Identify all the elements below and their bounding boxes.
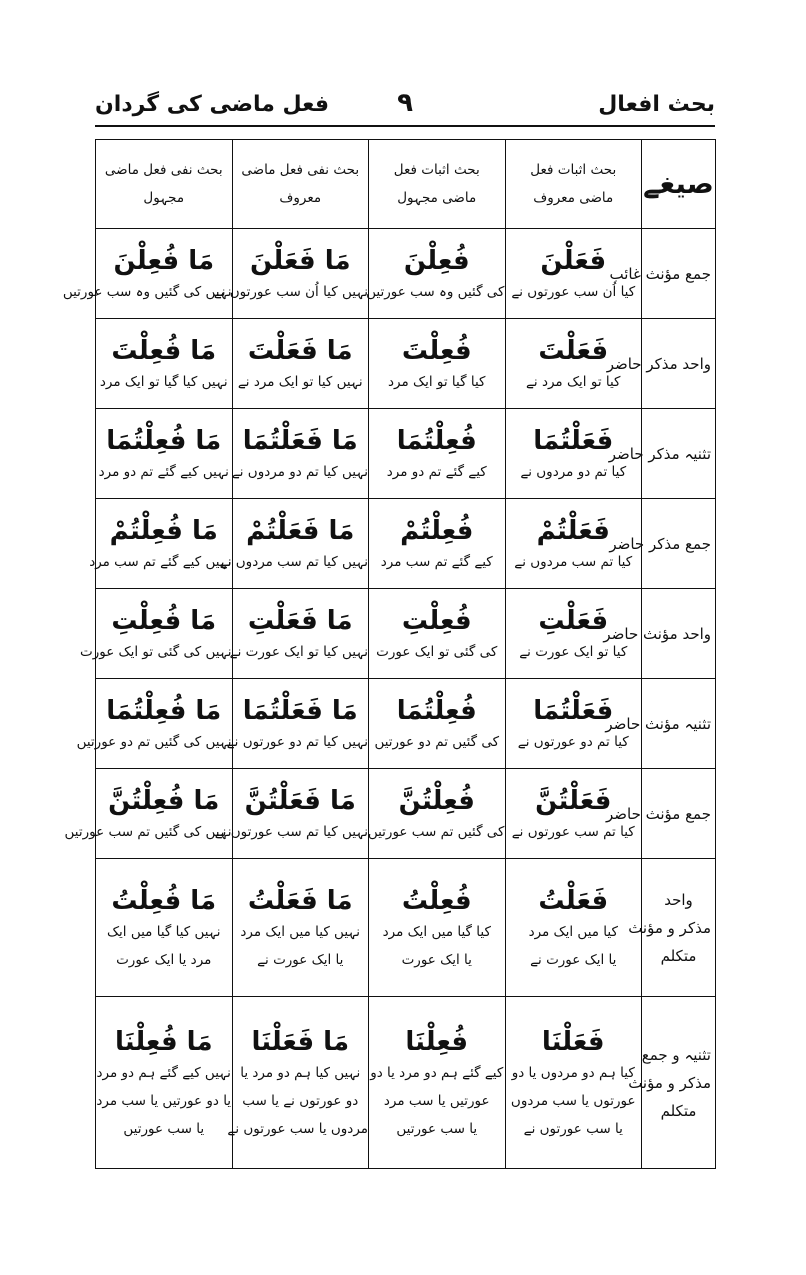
form-cell-c2 [369, 499, 506, 589]
header-col-1 [505, 140, 642, 229]
meaning [506, 818, 642, 850]
meaning-line: نہیں کیا اُن سب عورتوں نے [213, 283, 368, 300]
verb-form: فُعِلْتُمَا [396, 695, 477, 726]
table-body [62, 229, 716, 1169]
meaning-line: نہیں کیے گئے ہم دو مرد [96, 1064, 231, 1081]
form-cell-c4 [64, 769, 233, 859]
form-cell-c4 [80, 589, 233, 679]
verb-form: مَا فَعَلْنَا [251, 1026, 350, 1057]
meaning-line: مرد یا ایک عورت [116, 951, 212, 968]
header-line: بحث اثبات فعل [530, 162, 617, 178]
sigha-cell [605, 679, 716, 769]
meaning [369, 818, 505, 850]
meaning-line: کیا گیا میں ایک مرد [382, 923, 491, 940]
form-cell-c2 [369, 679, 506, 769]
meaning-line: کیے گئے تم دو مرد [386, 463, 487, 480]
meaning-line: یا سب عورتیں [396, 1120, 478, 1137]
meaning [227, 1059, 369, 1147]
meaning [219, 548, 369, 580]
meaning-line: کیا تم سب عورتوں نے [511, 823, 635, 840]
form-cell-c4 [76, 679, 233, 769]
form-cell-c1 [505, 997, 642, 1169]
meaning-line: مردوں یا سب عورتوں نے [227, 1120, 368, 1137]
meaning-line: کیے گئے ہم دو مرد یا دو [370, 1064, 504, 1081]
form-cell-c2 [369, 997, 506, 1169]
form-cell-c4 [96, 997, 233, 1169]
verb-form: فَعَلْتُمَا [533, 695, 614, 726]
meaning-line: کی گئی تو ایک عورت [376, 643, 498, 660]
verb-form: فَعَلْنَ [540, 245, 607, 276]
sigha-label: واحد مذکر حاضر [606, 354, 711, 373]
meaning-line: نہیں کیا گیا تو ایک مرد [99, 373, 228, 390]
meaning-line: کیا تو ایک عورت نے [519, 643, 628, 660]
table-header-row [96, 140, 716, 229]
header-line: ماضی مجہول [397, 190, 477, 206]
verb-form: فَعَلْتُمَا [533, 425, 614, 456]
verb-form: مَا فُعِلْتِ [111, 605, 217, 636]
verb-form: مَا فَعَلْنَ [249, 245, 351, 276]
conjugation-table [62, 139, 716, 1169]
meaning-line: نہیں کیا تو ایک مرد نے [237, 373, 363, 390]
verb-form: فَعَلْتِ [538, 605, 609, 636]
meaning [369, 548, 505, 580]
form-cell-c2 [369, 319, 506, 409]
meaning [369, 918, 505, 978]
meaning [506, 458, 642, 490]
sigha-cell [609, 229, 716, 319]
meaning-line: کیا میں ایک مرد [528, 923, 618, 940]
meaning-line: کیا تم دو مردوں نے [520, 463, 627, 480]
meaning [96, 368, 232, 400]
meaning-line: کیا گیا تو ایک مرد [388, 373, 486, 390]
meaning [506, 918, 642, 978]
page-number: ۹ [397, 88, 413, 118]
sigha-cell [606, 319, 716, 409]
verb-form: مَا فُعِلْتُنَّ [108, 785, 220, 816]
meaning [64, 818, 232, 850]
meaning [506, 548, 642, 580]
form-cell-c2 [369, 859, 506, 997]
meaning [96, 1059, 232, 1147]
verb-form: فُعِلْنَا [405, 1026, 469, 1057]
meaning-line: نہیں کیے گئے تم سب مرد [89, 553, 232, 570]
table-row [96, 229, 716, 319]
sigha-label: متکلم [660, 1101, 697, 1120]
meaning-line: نہیں کیا ہم دو مرد یا [240, 1064, 361, 1081]
meaning-line: نہیں کی گئیں وہ سب عورتیں [62, 283, 232, 300]
verb-form: مَا فُعِلْتُمَا [106, 695, 222, 726]
header-col-4 [96, 140, 233, 229]
form-cell-c2 [369, 409, 506, 499]
meaning-line: عورتوں یا سب مردوں [510, 1092, 636, 1109]
verb-form: مَا فَعَلْتُنَّ [244, 785, 356, 816]
meaning [213, 278, 369, 310]
verb-form: فَعَلْتُنَّ [535, 785, 612, 816]
sigha-label: واحد [664, 890, 693, 909]
form-cell-c3 [227, 997, 369, 1169]
meaning-line: نہیں کیا تم سب عورتوں نے [214, 823, 368, 840]
meaning-line: کی گئیں تم سب عورتیں [367, 823, 505, 840]
sigha-cell [628, 859, 716, 997]
meaning [506, 638, 642, 670]
meaning [369, 458, 505, 490]
sigha-label: تثنیہ و جمع [641, 1045, 711, 1064]
verb-form: فَعَلْتَ [538, 335, 609, 366]
meaning-line: نہیں کیا تو ایک عورت نے [229, 643, 368, 660]
meaning-line: کی گئیں تم دو عورتیں [374, 733, 500, 750]
header-col-3 [232, 140, 369, 229]
meaning [506, 278, 642, 310]
meaning [214, 818, 369, 850]
meaning [229, 638, 369, 670]
meaning-line: کیے گئے تم سب مرد [380, 553, 493, 570]
form-cell-c3 [232, 859, 369, 997]
verb-form: فُعِلْتُنَّ [398, 785, 475, 816]
table-row [96, 769, 716, 859]
meaning-line: نہیں کی گئی تو ایک عورت [80, 643, 232, 660]
form-cell-c2 [369, 769, 506, 859]
form-cell-c2 [369, 589, 506, 679]
sigha-cell [605, 769, 716, 859]
sigha-label: متکلم [660, 946, 697, 965]
header-line: مجہول [143, 190, 185, 206]
verb-form: فُعِلْتَ [401, 335, 472, 366]
sigha-label: واحد مؤنث حاضر [603, 624, 711, 643]
sigha-cell [609, 499, 716, 589]
meaning-line: یا ایک عورت [401, 951, 472, 968]
meaning-line: نہیں کیا تم سب مردوں نے [219, 553, 368, 570]
form-cell-c4 [96, 319, 233, 409]
meaning-line: کیا اُن سب عورتوں نے [511, 283, 636, 300]
meaning-line: نہیں کی گئیں تم دو عورتیں [76, 733, 232, 750]
meaning [233, 458, 369, 490]
form-cell-c4 [96, 859, 233, 997]
header-rule [95, 125, 715, 127]
table-row [96, 319, 716, 409]
meaning [233, 368, 369, 400]
meaning-line: کیا تم سب مردوں نے [514, 553, 633, 570]
verb-form: فُعِلْتُمْ [400, 515, 474, 546]
meaning [89, 548, 232, 580]
verb-form: فَعَلْتُ [538, 885, 609, 916]
meaning-line: یا دو عورتیں یا سب مرد [96, 1092, 232, 1109]
form-cell-c3 [213, 229, 369, 319]
meaning-line: نہیں کیا تم دو مردوں نے [231, 463, 368, 480]
header-line: معروف [279, 190, 322, 206]
verb-form: فُعِلْنَ [403, 245, 470, 276]
header-line: بحث نفی فعل ماضی [104, 162, 223, 178]
verb-form: مَا فُعِلْنَا [114, 1026, 213, 1057]
table-row [96, 859, 716, 997]
verb-form: فُعِلْتُمَا [396, 425, 477, 456]
form-cell-c3 [226, 679, 369, 769]
sigha-cell [628, 997, 716, 1169]
meaning [96, 918, 232, 978]
meaning [369, 368, 505, 400]
verb-form: فَعَلْتُمْ [536, 515, 610, 546]
meaning-line: کیا ہم دو مردوں یا دو [511, 1064, 635, 1081]
meaning-line: نہیں کیا گیا میں ایک [106, 923, 221, 940]
sigha-label: مذکر و مؤنث [628, 918, 711, 937]
table-row [96, 997, 716, 1169]
meaning-line: یا سب عورتیں [123, 1120, 205, 1137]
form-cell-c3 [219, 499, 369, 589]
header-col-2 [369, 140, 506, 229]
meaning [226, 728, 369, 760]
verb-form: مَا فُعِلْنَ [113, 245, 215, 276]
section-title: فعل ماضی کی گردان [95, 92, 329, 117]
meaning [506, 1059, 642, 1147]
header-line: بحث نفی فعل ماضی [241, 162, 360, 178]
form-cell-c3 [229, 589, 369, 679]
meaning-line: نہیں کیا تم دو عورتوں نے [226, 733, 368, 750]
header-sigha: صیغے [642, 140, 716, 229]
meaning [62, 278, 232, 310]
verb-form: مَا فَعَلْتِ [247, 605, 353, 636]
meaning-line: کیا تو ایک مرد نے [526, 373, 621, 390]
meaning [369, 638, 505, 670]
form-cell-c3 [232, 319, 369, 409]
verb-form: فَعَلْنَا [541, 1026, 605, 1057]
meaning-line: دو عورتوں نے یا سب [242, 1092, 359, 1109]
meaning [506, 728, 642, 760]
verb-form: مَا فُعِلْتُ [111, 885, 217, 916]
form-cell-c3 [232, 409, 369, 499]
meaning-line: عورتیں یا سب مرد [383, 1092, 490, 1109]
meaning-line: نہیں کیے گئے تم دو مرد [98, 463, 229, 480]
table-row [96, 499, 716, 589]
form-cell-c2 [366, 229, 506, 319]
form-cell-c1 [505, 859, 642, 997]
sigha-cell [608, 409, 716, 499]
sigha-label: تثنیہ مذکر حاضر [608, 444, 711, 463]
verb-form: مَا فَعَلْتُمْ [246, 515, 355, 546]
sigha-label: جمع مؤنث حاضر [605, 804, 711, 823]
verb-form: مَا فَعَلْتُمَا [242, 695, 358, 726]
verb-form: فُعِلْتِ [401, 605, 472, 636]
table-row [96, 409, 716, 499]
meaning-line: کی گئیں وہ سب عورتیں [366, 283, 505, 300]
meaning-line: یا ایک عورت نے [530, 951, 617, 968]
form-cell-c4 [89, 499, 233, 589]
form-cell-c4 [96, 409, 233, 499]
sigha-label: جمع مذکر حاضر [609, 534, 711, 553]
page-header [95, 82, 715, 126]
form-cell-c4 [62, 229, 233, 319]
verb-form: مَا فَعَلْتَ [247, 335, 353, 366]
meaning [80, 638, 232, 670]
sigha-label: جمع مؤنث غائب [609, 264, 711, 283]
header-line: بحث اثبات فعل [393, 162, 480, 178]
sigha-cell [603, 589, 716, 679]
form-cell-c3 [214, 769, 369, 859]
meaning [233, 918, 369, 978]
table-row [96, 589, 716, 679]
meaning-line: نہیں کی گئیں تم سب عورتیں [64, 823, 232, 840]
sigha-label: مذکر و مؤنث [628, 1073, 711, 1092]
meaning-line: یا ایک عورت نے [257, 951, 344, 968]
chapter-title: بحث افعال [598, 92, 715, 117]
meaning-line: یا سب عورتوں نے [523, 1120, 623, 1137]
verb-form: فُعِلْتُ [401, 885, 472, 916]
sigha-label: تثنیہ مؤنث حاضر [605, 714, 711, 733]
meaning [96, 458, 232, 490]
header-line: ماضی معروف [533, 190, 614, 206]
meaning-line: کیا تم دو عورتوں نے [517, 733, 629, 750]
verb-form: مَا فَعَلْتُمَا [242, 425, 358, 456]
meaning [76, 728, 232, 760]
verb-form: مَا فُعِلْتَ [111, 335, 217, 366]
meaning [369, 728, 505, 760]
meaning [369, 1059, 505, 1147]
verb-form: مَا فَعَلْتُ [247, 885, 353, 916]
table-row [96, 679, 716, 769]
meaning-line: نہیں کیا میں ایک مرد [240, 923, 361, 940]
verb-form: مَا فُعِلْتُمْ [109, 515, 218, 546]
verb-form: مَا فُعِلْتُمَا [106, 425, 222, 456]
meaning [366, 278, 505, 310]
